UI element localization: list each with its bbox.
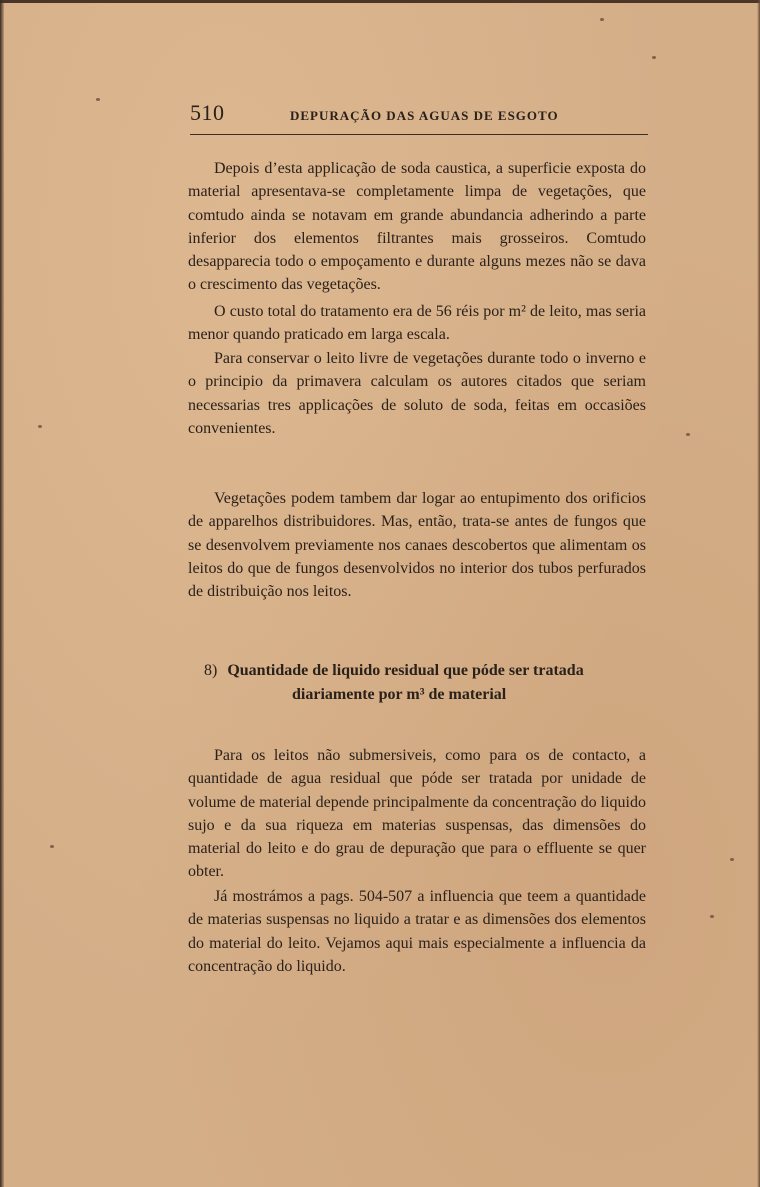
paper-speck [50, 845, 54, 848]
page-top-edge [0, 0, 760, 3]
paragraph-residual-quantity: Para os leitos não submersiveis, como para os de contacto, a quantidade de agua residual que póde ser tratada por unidade de volume de material depende principalmente da concentração do liquido sujo e da sua riqueza em materias suspensas, das dimensões do material do leito e do grau de depuração que para o effluente se quer obter. [188, 747, 646, 881]
paper-speck [730, 858, 734, 861]
paper-speck [652, 56, 656, 59]
paper-speck [38, 425, 42, 428]
section-title-line1: Quantidade de liquido residual que póde ser tratada [227, 662, 584, 679]
page-header [190, 100, 648, 135]
section-number: 8) [204, 662, 218, 679]
page-number: 510 [190, 100, 225, 125]
section-heading [204, 659, 634, 707]
page-left-edge [0, 0, 4, 1187]
paragraph-soda-application: Depois d’esta applicação de soda caustica, a superficie exposta do material apresentava-se completamente limpa de vegetações, que comtudo ainda se notavam em grande abundancia adherindo a parte inferior dos elementos filtrantes mais grosseiros. Comtudo desapparecia todo o empoçamento e durante alguns mezes não se dava o crescimento das vegetações. [188, 160, 646, 294]
paper-speck [710, 915, 714, 918]
paragraph-winter-conservation: Para conservar o leito livre de vegetações durante todo o inverno e o principio da primavera calculam os autores citados que seriam necessarias tres applicações de soluto de soda, feitas em occasiões convenientes. [188, 350, 646, 437]
running-title: DEPURAÇÃO DAS AGUAS DE ESGOTO [290, 108, 559, 123]
paper-speck [686, 433, 690, 436]
paragraph-concentration-influence: Já mostrámos a pags. 504-507 a influencia que teem a quantidade de materias suspensas no liquido a tratar e as dimensões dos elementos do material do leito. Vejamos aqui mais especialmente a influencia da concentração do liquido. [188, 888, 646, 975]
paper-speck [600, 18, 604, 21]
paragraph-treatment-cost: O custo total do tratamento era de 56 réis por m² de leito, mas seria menor quando praticado em larga escala. [188, 303, 646, 344]
paragraph-distributor-clogging: Vegetações podem tambem dar logar ao entupimento dos orificios de apparelhos distribuidores. Mas, então, trata-se antes de fungos que se desenvolvem previamente nos canaes descobertos que alimentam os leitos do que de fungos desenvolvidos no interior dos tubos perfurados de distribuição nos leitos. [188, 490, 646, 601]
section-heading-line1 [204, 659, 634, 683]
section-title-line2: diariamente por m³ de material [292, 686, 507, 703]
paper-speck [96, 98, 100, 101]
